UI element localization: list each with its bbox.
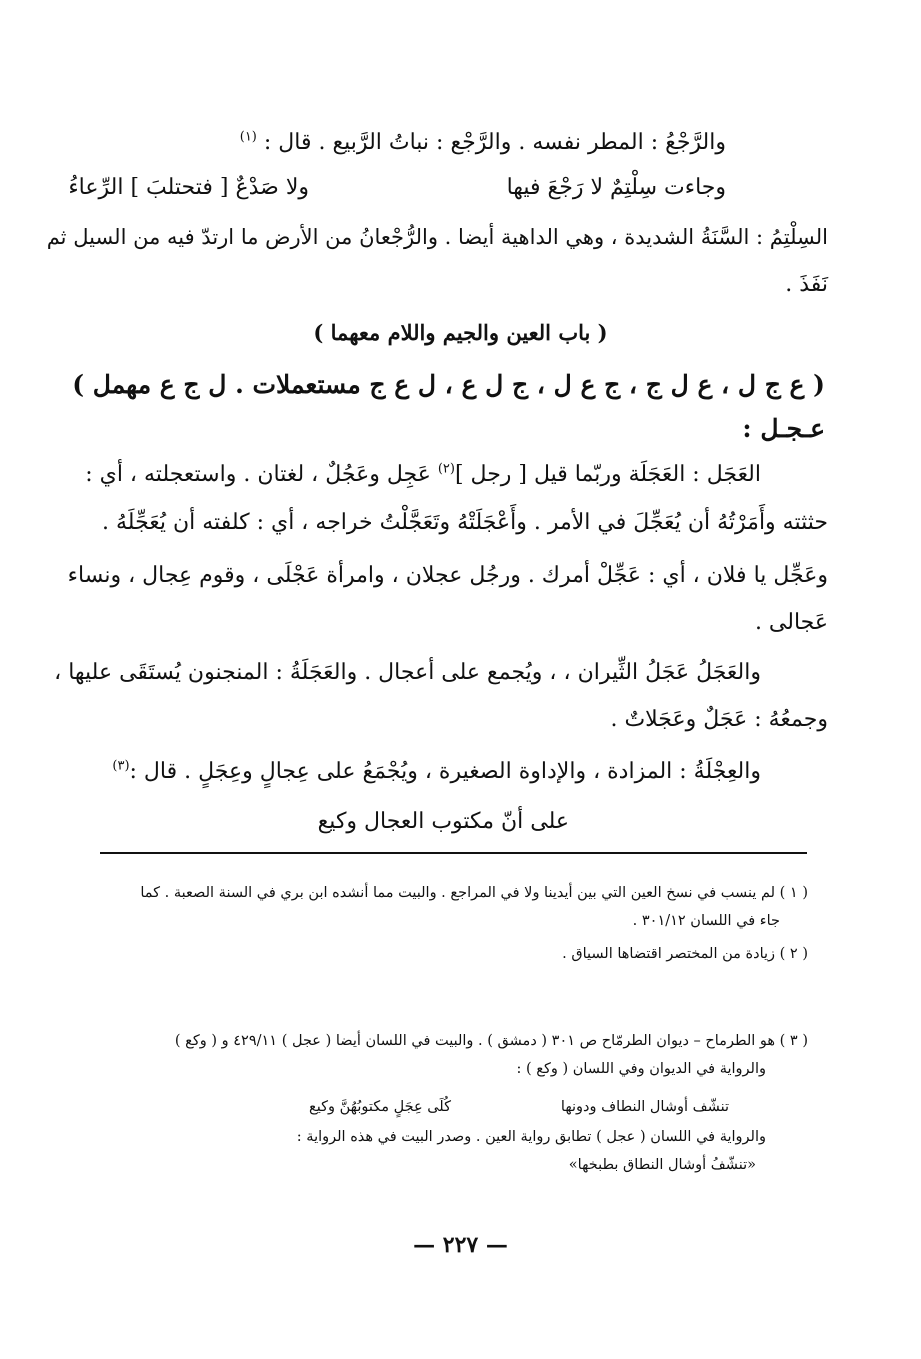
footnote-1: ( ١ ) لم ينسب في نسخ العين التي بين أيدينا ولا في المراجع . والبيت مما أنشده ابن بري في السنة الصعبة . كما (140, 885, 808, 901)
text-line: وجمعُهُ : عَجَلٌ وعَجَلاتٌ . (610, 707, 828, 732)
text-line: العَجَل : العَجَلَة وربّما قيل [ رجل ]$^{(٢)}$ عَجِل وعَجُلٌ ، لغتان . واستعجلته ، أي : (85, 461, 761, 487)
text-line: نَفَذَ . (785, 272, 828, 297)
chapter-heading: ( باب العين والجيم واللام معهما ) (313, 320, 608, 345)
footnote-marker: (١) (239, 129, 257, 145)
root-list: ( ع ج ل ، ع ل ج ، ج ع ل ، ج ل ع ، ل ع ج مستعملات . ل ج ع مهمل ) (72, 370, 825, 399)
footnote-3-verse-a: تنشّف أوشال النطاف ودونها (560, 1099, 729, 1115)
text-line: عَجالى . (754, 610, 828, 635)
text-line: والرَّجْعُ : المطر نفسه . والرَّجْع : نباتُ الرَّبيع . قال : $^{(١)}$ (239, 129, 726, 155)
entry-heading: عـجـل : (742, 414, 825, 443)
footnote-3-cont: «تنشّفُ أوشال النطاق بطبخها» (568, 1157, 756, 1173)
text-line: والعِجْلَةُ : المزادة ، والإداوة الصغيرة ، ويُجْمَعُ على عِجالٍ وعِجَلٍ . قال :$^{(٣)}$ (112, 758, 761, 784)
footnote-1-cont: جاء في اللسان ٣٠١/١٢ . (632, 913, 780, 929)
footnote-3-cont: والرواية في الديوان وفي اللسان ( وكع ) : (516, 1061, 766, 1077)
text-line: وعَجِّل يا فلان ، أي : عَجِّلْ أمرك . ورجُل عجلان ، وامرأة عَجْلَى ، وقوم عِجال ، ونساء (67, 563, 828, 588)
footnote-3: ( ٣ ) هو الطرماح – ديوان الطرمّاح ص ٣٠١ ( دمشق ) . والبيت في اللسان أيضا ( عجل ) ٤٢٩/١١ و ( وكع ) (174, 1033, 808, 1049)
text-line: والعَجَلُ عَجَلُ الثِّيران ، ، ويُجمع على أعجال . والعَجَلَةُ : المنجنون يُستَقَى عليها ، (54, 660, 761, 685)
poem-verse-second-hemistich: ولا صَدْعٌ [ فتحتلبَ ] الرِّعاءُ (68, 175, 309, 200)
page-number: — ٢٢٧ — (413, 1232, 508, 1258)
text-line: حثثته وأَمَرْتُهُ أن يُعَجِّلَ في الأمر . وأَعْجَلَتْهُ وتَعَجَّلْتُ خراجه ، أي : كلفته أن يُعَجِّلَهُ . (102, 510, 828, 535)
footnote-marker: (٢) (437, 461, 455, 477)
poem-verse-first-hemistich: وجاءت سِلْتِمٌ لا رَجْعَ فيها (506, 175, 726, 200)
footnote-2: ( ٢ ) زيادة من المختصر اقتضاها السياق . (562, 946, 808, 962)
footnote-3-verse-b: كُلَى عِجَلٍ مكتوبُهُنَّ وكيع (308, 1099, 451, 1115)
poem-verse: على أنّ مكتوب العجال وكيع (317, 809, 569, 834)
footnote-marker: (٣) (112, 758, 130, 774)
text-line: السِلْتِمُ : السَّنَةُ الشديدة ، وهي الداهية أيضا . والرُّجْعانُ من الأرض ما ارتدّ فيه من السيل ثم (46, 225, 828, 249)
footnote-3-cont: والرواية في اللسان ( عجل ) تطابق رواية العين . وصدر البيت في هذه الرواية : (296, 1129, 766, 1145)
footnote-separator (100, 852, 807, 854)
